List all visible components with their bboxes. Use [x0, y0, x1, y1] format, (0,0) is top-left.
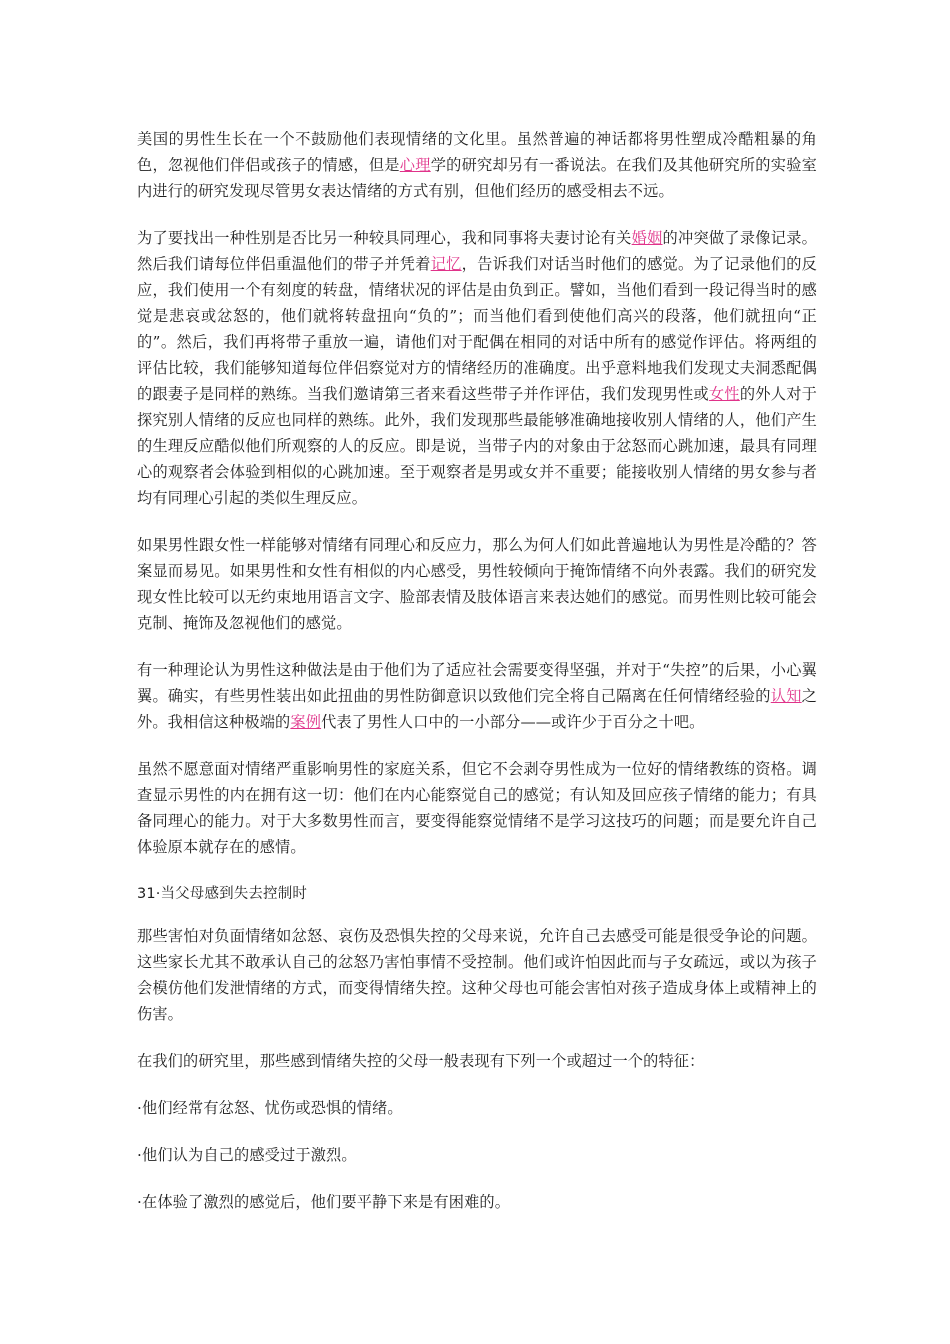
section-heading: 31·当父母感到失去控制时	[137, 886, 308, 902]
paragraph-2: 为了要找出一种性别是否比另一种较具同理心，我和同事将夫妻讨论有关婚姻的冲突做了录像记录。然后我们请每位伴侣重温他们的带子并凭着记忆，告诉我们对话当时他们的感觉。为了记录他们的反应，我们使用一个有刻度的转盘，情绪状况的评估是由负到正。譬如，当他们看到一段记得当时的感觉是悲哀或忿怒的，他们就将转盘扭向“负的”；而当他们看到使他们高兴的段落，他们就扭向“正的”。然后，我们再将带子重放一遍，请他们对于配偶在相同的对话中所有的感觉作评估。将两组的评估比较，我们能够知道每位伴侣察觉对方的情绪经历的准确度。出乎意料地我们发现丈夫洞悉配偶的跟妻子是同样的熟练。当我们邀请第三者来看这些带子并作评估，我们发现男性或女性的外人对于探究别人情绪的反应也同样的熟练。此外，我们发现那些最能够准确地接收别人情绪的人，他们产生的生理反应酷似他们所观察的人的反应。即是说，当带子内的对象由于忿怒而心跳加速，最具有同理心的观察者会体验到相似的心跳加速。至于观察者是男或女并不重要；能接收别人情绪的男女参与者均有同理心引起的类似生理反应。	[137, 229, 817, 507]
document-body	[137, 126, 817, 1236]
link-marriage[interactable]: 婚姻	[631, 229, 663, 247]
link-case[interactable]: 案例	[290, 713, 322, 731]
link-psychology[interactable]: 心理	[399, 156, 431, 174]
link-memory[interactable]: 记忆	[430, 255, 462, 273]
paragraph-4: 有一种理论认为男性这种做法是由于他们为了适应社会需要变得坚强，并对于“失控”的后果，小心翼翼。确实，有些男性装出如此扭曲的男性防御意识以致他们完全将自己隔离在任何情绪经验的认知之外。我相信这种极端的案例代表了男性人口中的一小部分——或许少于百分之十吧。	[137, 661, 817, 731]
paragraph-1: 美国的男性生长在一个不鼓励他们表现情绪的文化里。虽然普遍的神话都将男性塑成冷酷粗暴的角色，忽视他们伴侣或孩子的情感，但是心理学的研究却另有一番说法。在我们及其他研究所的实验室内进行的研究发现尽管男女表达情绪的方式有别，但他们经历的感受相去不远。	[137, 130, 817, 200]
bullet-item: ·他们认为自己的感受过于激烈。	[137, 1146, 357, 1164]
paragraph-3: 如果男性跟女性一样能够对情绪有同理心和反应力，那么为何人们如此普遍地认为男性是冷酷的？答案显而易见。如果男性和女性有相似的内心感受，男性较倾向于掩饰情绪不向外表露。我们的研究发现女性比较可以无约束地用语言文字、脸部表情及肢体语言来表达她们的感觉。而男性则比较可能会克制、掩饰及忽视他们的感觉。	[137, 536, 817, 632]
paragraph-5: 虽然不愿意面对情绪严重影响男性的家庭关系，但它不会剥夺男性成为一位好的情绪教练的资格。调查显示男性的内在拥有这一切：他们在内心能察觉自己的感觉；有认知及回应孩子情绪的能力；有具备同理心的能力。对于大多数男性而言，要变得能察觉情绪不是学习这技巧的问题；而是要允许自己体验原本就存在的感情。	[137, 760, 817, 856]
link-cognition[interactable]: 认知	[770, 687, 802, 705]
bullet-item: ·他们经常有忿怒、忧伤或恐惧的情绪。	[137, 1099, 403, 1117]
link-female[interactable]: 女性	[708, 385, 740, 403]
paragraph-7: 在我们的研究里，那些感到情绪失控的父母一般表现有下列一个或超过一个的特征：	[137, 1052, 705, 1070]
paragraph-6: 那些害怕对负面情绪如忿怒、哀伤及恐惧失控的父母来说，允许自己去感受可能是很受争论的问题。这些家长尤其不敢承认自己的忿怒乃害怕事情不受控制。他们或许怕因此而与子女疏远，或以为孩子会模仿他们发泄情绪的方式，而变得情绪失控。这种父母也可能会害怕对孩子造成身体上或精神上的伤害。	[137, 927, 817, 1023]
bullet-item: ·在体验了激烈的感觉后，他们要平静下来是有困难的。	[137, 1193, 511, 1211]
